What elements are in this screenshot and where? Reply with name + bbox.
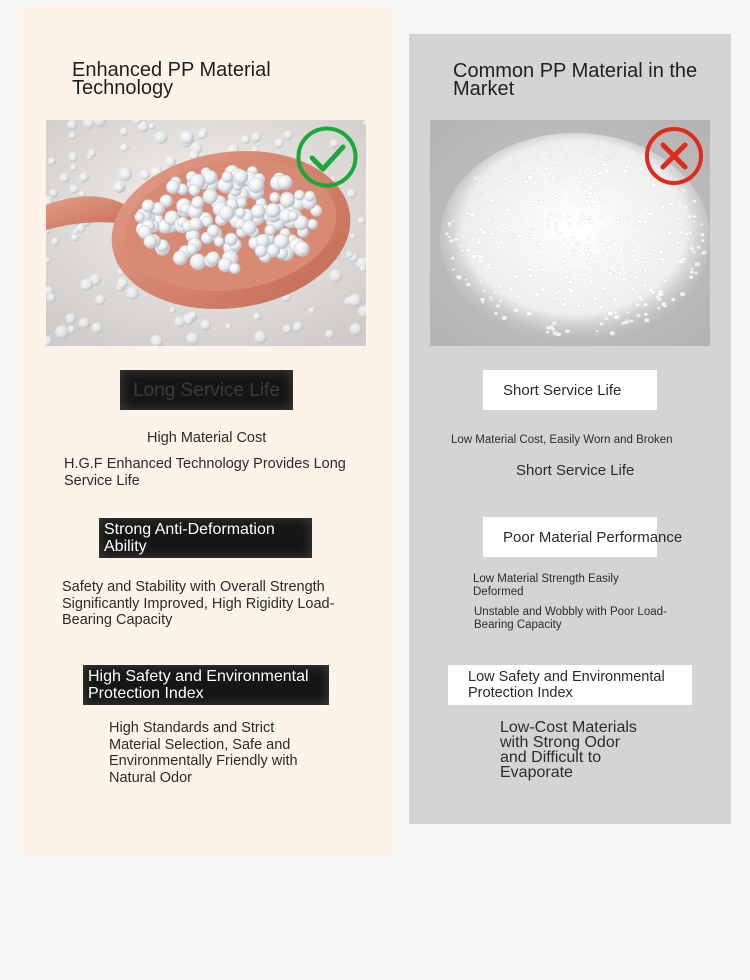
short-service-life-label: Short Service Life <box>483 370 657 410</box>
enhanced-material-title: Enhanced PP Material Technology <box>72 59 271 99</box>
low-safety-environment-label: Low Safety and Environmental Protection Index <box>448 665 692 705</box>
low-cost-odor-text: Low-Cost Materials with Strong Odor and Difficult to Evaporate <box>500 719 637 781</box>
high-material-cost-text: High Material Cost <box>147 430 267 446</box>
check-circle-icon <box>295 125 359 189</box>
long-service-life-label: Long Service Life <box>120 370 293 410</box>
safety-environment-label: High Safety and Environmental Protection Index <box>83 665 329 705</box>
x-circle-icon <box>644 126 704 186</box>
high-standards-text: High Standards and Strict Material Selection, Safe and Environmentally Friendly with Natural Odor <box>109 720 298 786</box>
common-material-panel <box>409 34 731 824</box>
hgf-technology-text: H.G.F Enhanced Technology Provides Long Service Life <box>64 456 346 489</box>
low-strength-text: Low Material Strength Easily Deformed <box>473 573 619 598</box>
enhanced-material-panel <box>20 6 393 856</box>
unstable-wobbly-text: Unstable and Wobbly with Poor Load-Bearing Capacity <box>474 606 667 631</box>
low-material-cost-text: Low Material Cost, Easily Worn and Broken <box>451 434 673 446</box>
short-service-life-text: Short Service Life <box>516 462 635 479</box>
common-material-title: Common PP Material in the Market <box>453 60 698 100</box>
safety-stability-text: Safety and Stability with Overall Strength Significantly Improved, High Rigidity Load-Bearing Capacity <box>62 579 335 628</box>
anti-deformation-label: Strong Anti-Deformation Ability <box>99 518 312 558</box>
poor-performance-label: Poor Material Performance <box>483 517 657 557</box>
